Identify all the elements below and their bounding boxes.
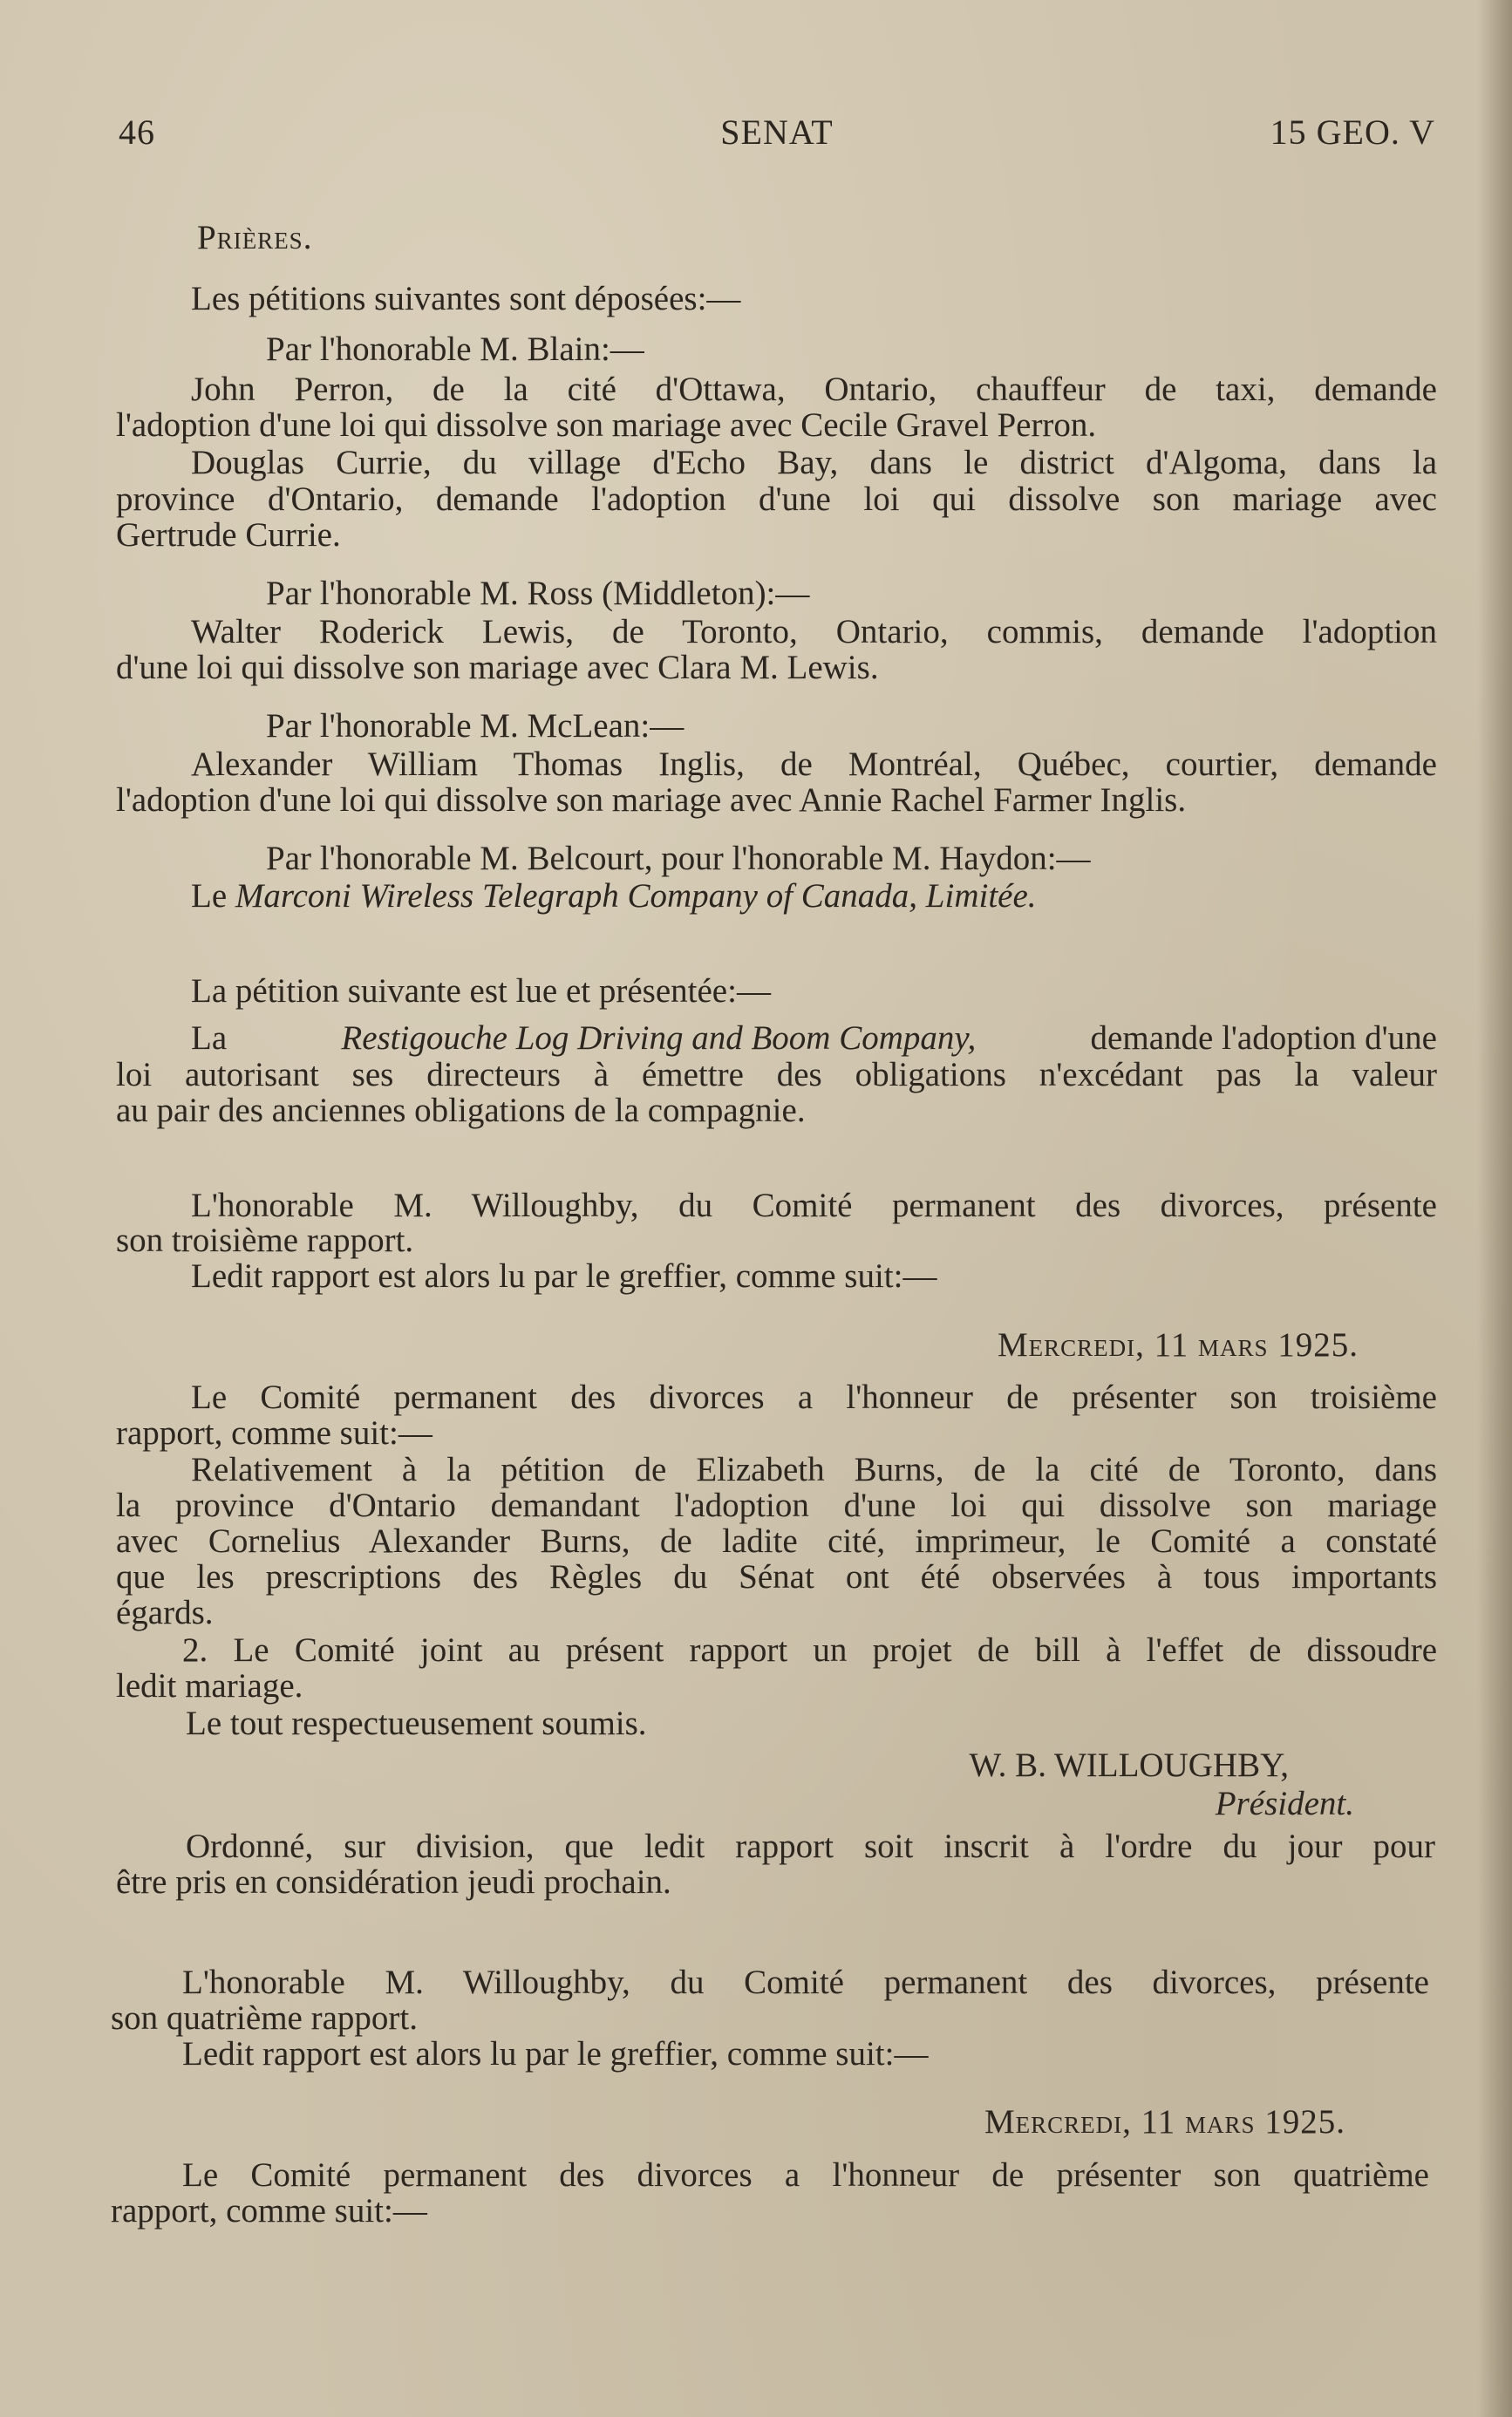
third-report-line8: 2. Le Comité joint au présent rapport un projet de bill à l'effet de dissoudre <box>182 1631 1437 1669</box>
petition-inglis-line1: Alexander William Thomas Inglis, de Montréal, Québec, courtier, demande <box>191 746 1437 783</box>
petition-restigouche-company: Restigouche Log Driving and Boom Company, <box>341 1019 977 1057</box>
fourth-report-read: Ledit rapport est alors lu par le greffier, comme suit:— <box>182 2035 929 2073</box>
petition-marconi-company: Marconi Wireless Telegraph Company of Canada, Limitée. <box>235 877 1037 915</box>
petition-currie-line1: Douglas Currie, du village d'Echo Bay, dans le district d'Algoma, dans la <box>191 444 1437 481</box>
third-report-line9: ledit mariage. <box>116 1667 303 1705</box>
session-label: 15 GEO. V <box>1270 112 1435 152</box>
third-report-intro-line1: L'honorable M. Willoughby, du Comité permanent des divorces, présente <box>191 1187 1437 1224</box>
petition-marconi-prefix: Le <box>191 877 228 915</box>
fourth-report-date-text: Mercredi, 11 mars 1925. <box>984 2103 1345 2141</box>
fourth-report-intro-line1: L'honorable M. Willoughby, du Comité permanent des divorces, présente <box>182 1964 1429 2001</box>
order-line2: être pris en considération jeudi prochain. <box>116 1863 671 1901</box>
petition-perron-line2: l'adoption d'une loi qui dissolve son mariage avec Cecile Gravel Perron. <box>116 406 1097 444</box>
petition-currie-line2: province d'Ontario, demande l'adoption d'une loi qui dissolve son mariage avec <box>116 480 1437 518</box>
page-number: 46 <box>119 112 155 152</box>
petition-lewis-line1: Walter Roderick Lewis, de Toronto, Ontario, commis, demande l'adoption <box>191 613 1437 650</box>
petition-restigouche-line2: loi autorisant ses directeurs à émettre des obligations n'excédant pas la valeur <box>116 1056 1437 1093</box>
petition-marconi <box>191 878 1512 914</box>
third-report-line6: que les prescriptions des Règles du Sénat ont été observées à tous importants <box>116 1558 1437 1596</box>
third-report-line2: rapport, comme suit:— <box>116 1414 432 1452</box>
petition-restigouche-line3: au pair des anciennes obligations de la compagnie. <box>116 1092 806 1129</box>
third-report-date <box>116 1327 1359 1363</box>
fourth-report-date <box>116 2104 1345 2140</box>
petitions-intro: Les pétitions suivantes sont déposées:— <box>191 280 741 317</box>
signature-name: W. B. WILLOUGHBY, <box>969 1746 1289 1784</box>
running-title: SENAT <box>720 112 834 152</box>
order-line1: Ordonné, sur division, que ledit rapport soit inscrit à l'ordre du jour pour <box>186 1828 1435 1865</box>
third-report-read: Ledit rapport est alors lu par le greffier, comme suit:— <box>191 1257 937 1295</box>
petition-restigouche-line1 <box>191 1020 1437 1056</box>
fourth-report-line2: rapport, comme suit:— <box>111 2192 427 2230</box>
third-report-line7: égards. <box>116 1594 214 1631</box>
petition-currie-line3: Gertrude Currie. <box>116 516 341 554</box>
third-report-line3: Relativement à la pétition de Elizabeth Burns, de la cité de Toronto, dans <box>191 1451 1437 1488</box>
petition-inglis-line2: l'adoption d'une loi qui dissolve son mariage avec Annie Rachel Farmer Inglis. <box>116 781 1187 819</box>
third-report-closing: Le tout respectueusement soumis. <box>186 1705 647 1742</box>
fourth-report-line1: Le Comité permanent des divorces a l'honneur de présenter son quatrième <box>182 2156 1429 2194</box>
prayers-heading: Prières. <box>197 219 313 256</box>
petition-read-intro: La pétition suivante est lue et présentée:— <box>191 972 771 1010</box>
third-report-line1: Le Comité permanent des divorces a l'honneur de présenter son troisième <box>191 1379 1437 1416</box>
sponsor-belcourt: Par l'honorable M. Belcourt, pour l'honorable M. Haydon:— <box>266 840 1091 877</box>
sponsor-ross: Par l'honorable M. Ross (Middleton):— <box>266 575 810 612</box>
third-report-date-text: Mercredi, 11 mars 1925. <box>997 1326 1359 1364</box>
petition-restigouche-rest: demande l'adoption d'une <box>1090 1019 1437 1057</box>
running-head <box>119 112 1435 155</box>
fourth-report-intro-line2: son quatrième rapport. <box>111 1999 418 2037</box>
signature-title: Président. <box>1215 1785 1354 1822</box>
third-report-line4: la province d'Ontario demandant l'adoption d'une loi qui dissolve son mariage <box>116 1487 1437 1524</box>
petition-restigouche-prefix: La <box>191 1019 228 1057</box>
third-report-intro-line2: son troisième rapport. <box>116 1222 414 1259</box>
petition-lewis-line2: d'une loi qui dissolve son mariage avec Clara M. Lewis. <box>116 649 879 686</box>
sponsor-blain: Par l'honorable M. Blain:— <box>266 330 644 368</box>
sponsor-mclean: Par l'honorable M. McLean:— <box>266 707 684 745</box>
third-report-line5: avec Cornelius Alexander Burns, de ladite cité, imprimeur, le Comité a constaté <box>116 1522 1437 1560</box>
petition-perron-line1: John Perron, de la cité d'Ottawa, Ontario, chauffeur de taxi, demande <box>191 371 1437 408</box>
